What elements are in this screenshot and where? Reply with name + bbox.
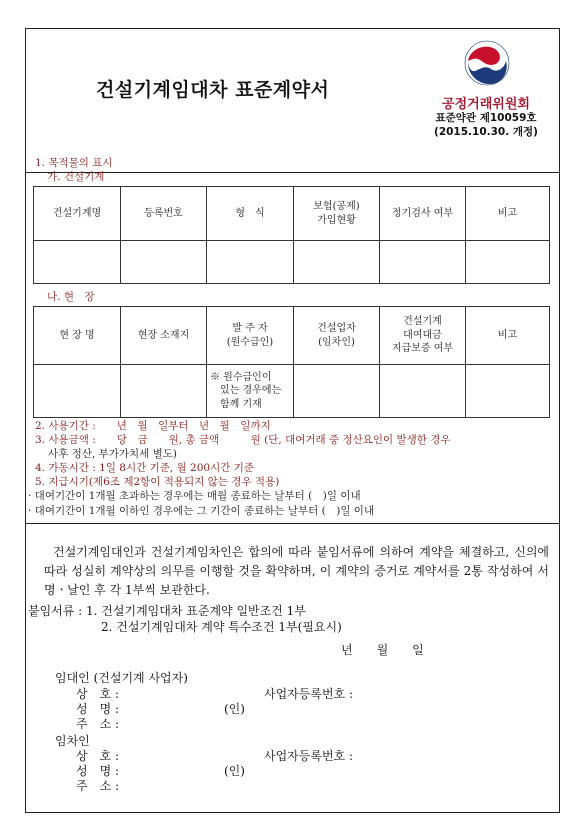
subsection-a-heading: 가. 건설기계 [47,171,105,183]
cell-remarks[interactable] [466,241,550,284]
agreement-paragraph: 건설기계임대인과 건설기계임차인은 합의에 따라 붙임서류에 의하여 계약을 체결하고, 신의에 따라 성실히 계약상의 의무를 이행할 것을 확약하며, 이 계약의 증거로 계약서를 2통 작성하여 서명ㆍ날인 후 각 1부씩 보관한다. [44,545,549,597]
contract-frame [25,28,560,813]
cell-site-location[interactable] [121,365,207,418]
col-insurance: 보험(공제) 가입현황 [294,187,380,241]
orderer-note: ※ 원수급인이 있는 경우에는 함께 기재 [207,365,294,418]
section-divider [26,523,559,524]
lessee-address-label: 주 소 : [76,779,120,793]
document-title: 건설기계임대차 표준계약서 [96,79,330,101]
attachment-1: 붙임서류 : 1. 건설기계임대차 표준계약 일반조건 1부 [28,604,306,618]
col-equipment-name: 건설기계명 [34,187,121,241]
cell-insurance[interactable] [294,241,380,284]
cell-site-remarks[interactable] [466,365,550,418]
org-name: 공정거래위원회 [442,97,530,112]
revision-date: (2015.10.30. 개정) [434,126,538,138]
government-emblem-icon [463,39,511,87]
lessor-company-label: 상 호 : [76,687,120,701]
lessor-label: 임대인 (건설기계 사업자) [55,671,188,685]
equipment-table [33,186,550,284]
col-orderer: 발 주 자 (원수급인) [207,307,294,365]
site-table [33,306,550,418]
lessee-biz-no-label: 사업자등록번호 : [264,749,354,763]
term-payment-under-month: · 대여기간이 1개월 이하인 경우에는 그 기간이 종료하는 날부터 ( )일 이내 [28,505,375,517]
col-payment-guarantee: 건설기계 대여대금 지급보증 여부 [380,307,466,365]
lessor-biz-no-label: 사업자등록번호 : [264,687,354,701]
subsection-b-heading: 나. 현 장 [47,291,95,303]
col-model: 형 식 [207,187,294,241]
col-registration-no: 등록번호 [121,187,207,241]
col-contractor: 건설업자 (임차인) [294,307,380,365]
term-amount: 3. 사용금액 : 당 금 원, 총 금액 원 (단, 대여거래 중 정산요인이 발생한 경우 [35,434,451,446]
cell-model[interactable] [207,241,294,284]
cell-equipment-name[interactable] [34,241,121,284]
header [26,29,559,173]
cell-payment-guarantee[interactable] [380,365,466,418]
col-site-remarks: 비고 [466,307,550,365]
col-site-name: 현 장 명 [34,307,121,365]
lessor-seal: (인) [224,702,245,716]
lessee-name-label: 성 명 : [76,764,120,778]
section1-heading: 1. 목적물의 표시 [35,157,113,169]
lessee-company-label: 상 호 : [76,749,120,763]
lessor-address-label: 주 소 : [76,717,120,731]
cell-registration-no[interactable] [121,241,207,284]
term-payment-timing: 5. 지급시기(제6조 제2항이 적용되지 않는 경우 적용) [35,476,280,488]
col-site-location: 현장 소재지 [121,307,207,365]
term-payment-over-month: · 대여기간이 1개월 초과하는 경우에는 매월 종료하는 날부터 ( )일 이내 [28,490,361,502]
col-remarks: 비고 [466,187,550,241]
lessor-name-label: 성 명 : [76,702,120,716]
attachment-2: 2. 건설기계임대차 계약 특수조건 1부(필요시) [101,620,342,634]
cell-inspection[interactable] [380,241,466,284]
lessee-label: 임차인 [55,734,90,748]
term-operating-hours: 4. 가동시간 : 1일 8시간 기준, 월 200시간 기준 [35,462,254,474]
lessee-seal: (인) [224,764,245,778]
col-inspection: 정기검사 여부 [380,187,466,241]
term-amount-note: 사후 정산, 부가가치세 별도) [48,448,178,460]
cell-site-name[interactable] [34,365,121,418]
standard-number: 표준약관 제10059호 [435,112,537,124]
contract-date: 년 월 일 [341,643,424,657]
term-period: 2. 사용기간 : 년 월 일부터 년 월 일까지 [35,420,271,432]
cell-contractor[interactable] [294,365,380,418]
